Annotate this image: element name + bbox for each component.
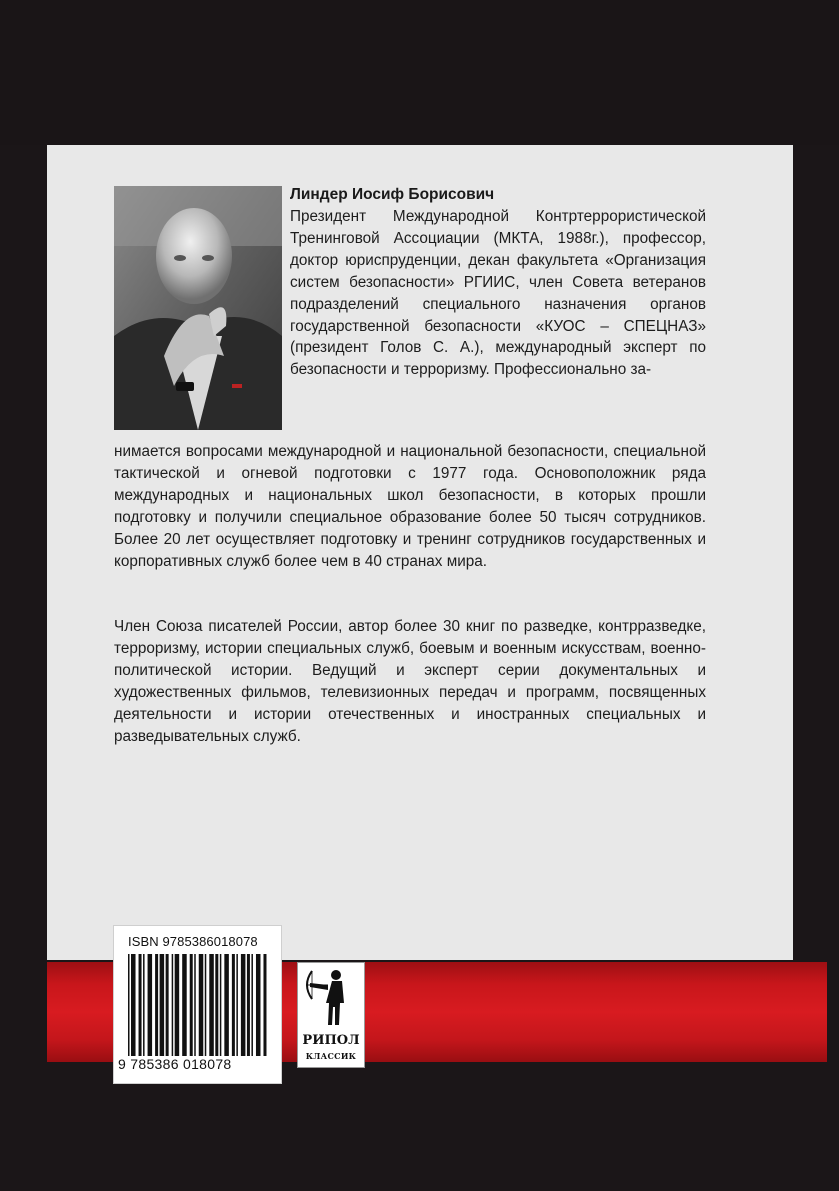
- barcode-bar: [139, 954, 142, 1056]
- barcode-bar: [166, 954, 169, 1056]
- isbn-barcode-block: [113, 925, 282, 1084]
- author-photo: [114, 186, 282, 430]
- author-name: Линдер Иосиф Борисович: [290, 186, 495, 203]
- barcode-bar: [190, 954, 193, 1056]
- barcode-bar: [232, 954, 235, 1056]
- barcode-bar: [160, 954, 165, 1056]
- barcode-bar: [205, 954, 207, 1056]
- isbn-label: ISBN 9785386018078: [128, 934, 258, 949]
- barcode-bar: [256, 954, 261, 1056]
- barcode-bar: [194, 954, 196, 1056]
- barcode-bar: [247, 954, 250, 1056]
- barcode-bar: [220, 954, 222, 1056]
- barcode-bar: [172, 954, 174, 1056]
- barcode-bar: [128, 954, 130, 1056]
- barcode-bar: [236, 954, 238, 1056]
- barcode-bar: [175, 954, 180, 1056]
- barcode-bar: [199, 954, 204, 1056]
- barcode-bar: [148, 954, 153, 1056]
- barcode-bar: [209, 954, 214, 1056]
- barcode-bar: [263, 954, 266, 1056]
- barcode-bar: [215, 954, 218, 1056]
- barcode-bar: [182, 954, 187, 1056]
- publisher-logo: [297, 962, 365, 1068]
- barcode-bar: [241, 954, 246, 1056]
- barcode-bar: [143, 954, 145, 1056]
- archer-figure-icon: [298, 963, 364, 1033]
- top-frame: [0, 0, 839, 145]
- bio-paragraph-intro: Президент Международной Контртеррористической Тренинговой Ассоциации (МКТА, 1988г.), профессор, доктор юриспруденции, декан факультета «Организация систем безопасности» РГИИС, член Совета ветеранов подразделений специального назначения органов государственной безопасности «КУОС – СПЕЦНАЗ» (президент Голов С. А.), международный эксперт по безопасности и терроризму. Профессионально за-: [290, 208, 706, 379]
- bio-paragraph-writer: Член Союза писателей России, автор более 30 книг по разведке, контрразведке, терроризму, истории специальных служб, боевым и военным искусствам, военно-политической истории. Ведущий и эксперт серии документальных и художественных фильмов, телевизионных передач и программ, посвященных деятельности и истории отечественных и иностранных специальных и разведывательных служб.: [114, 618, 706, 745]
- barcode-bar: [251, 954, 253, 1056]
- bio-paragraph-continued: нимается вопросами международной и национальной безопасности, специальной тактической и огневой подготовки с 1977 года. Основоположник ряда международных и национальных школ безопасности, в которых прошли подготовку и получили специальное образование более 50 тысяч сотрудников. Более 20 лет осуществляет подготовку и тренинг сотрудников государственных и корпоративных служб более чем в 40 странах мира.: [114, 443, 706, 570]
- barcode-bar: [224, 954, 229, 1056]
- barcode-digits: 9 785386 018078: [118, 1056, 232, 1072]
- publisher-subtitle: КЛАССИК: [305, 1051, 357, 1061]
- publisher-name: РИПОЛ: [302, 1033, 360, 1048]
- barcode-bar: [155, 954, 158, 1056]
- barcode-bar: [131, 954, 136, 1056]
- barcode-icon: [128, 954, 268, 1056]
